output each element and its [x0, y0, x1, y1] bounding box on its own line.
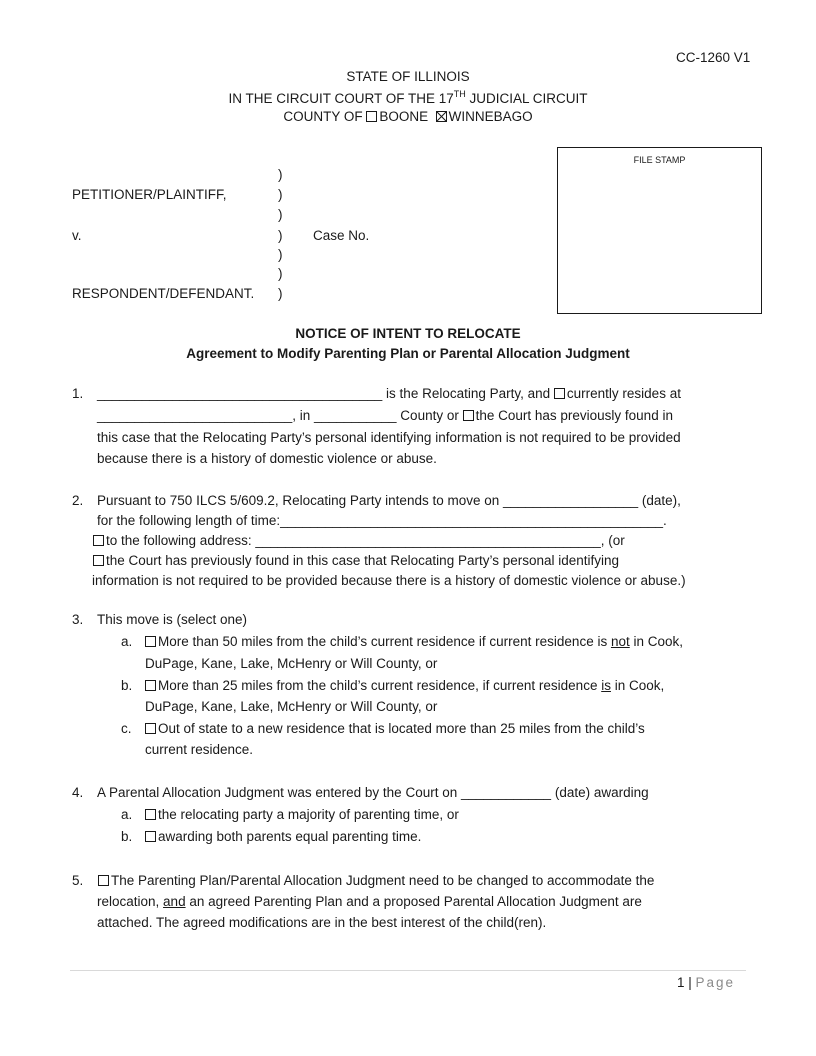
versus-label: v. [72, 228, 82, 243]
item-5-number: 5. [72, 873, 84, 888]
item-3b-text: More than 25 miles from the child’s current residence, if current residence [158, 678, 602, 693]
file-stamp-box [557, 147, 762, 314]
notice-title: NOTICE OF INTENT TO RELOCATE [295, 326, 521, 341]
item-2-text: the Court has previously found in this case that Relocating Party’s personal identifying [106, 553, 620, 568]
item-3-number: 3. [72, 612, 84, 627]
item-4b-line [145, 829, 421, 844]
court-found-address-checkbox[interactable] [93, 555, 104, 566]
out-of-state-checkbox[interactable] [145, 723, 156, 734]
item-3c-line-1 [145, 721, 645, 736]
item-1-line-3: this case that the Relocating Party’s personal identifying information is not required to be provided [97, 430, 681, 445]
county-line [0, 109, 816, 124]
item-4-number: 4. [72, 785, 84, 800]
item-4-lead: A Parental Allocation Judgment was entered by the Court on ____________ (date) awarding [97, 785, 649, 800]
page-number: 1 [677, 975, 685, 990]
address-checkbox[interactable] [93, 535, 104, 546]
caption-paren: ) [278, 187, 283, 202]
equal-parenting-time-checkbox[interactable] [145, 831, 156, 842]
item-5-line-3: attached. The agreed modifications are in the best interest of the child(ren). [97, 915, 547, 930]
form-code: CC-1260 V1 [676, 50, 751, 65]
item-1-number: 1. [72, 386, 84, 401]
item-1-text: ______________________________________ is the Relocating Party, and [97, 386, 554, 401]
page-footer [677, 975, 735, 990]
majority-parenting-time-checkbox[interactable] [145, 809, 156, 820]
item-3-lead: This move is (select one) [97, 612, 248, 627]
item-2-line-2: for the following length of time:___________________________________________________. [97, 513, 667, 528]
item-3b-line-2: DuPage, Kane, Lake, McHenry or Will County, or [145, 699, 438, 714]
page-word: Page [695, 975, 736, 990]
plan-change-checkbox[interactable] [98, 875, 109, 886]
petitioner-label: PETITIONER/PLAINTIFF, [72, 187, 227, 202]
county-label: COUNTY OF [283, 109, 367, 124]
caption-paren: ) [278, 266, 283, 281]
item-3a-line-1 [145, 634, 683, 649]
page-separator: | [684, 975, 696, 990]
item-4a-text: the relocating party a majority of parenting time, or [158, 807, 459, 822]
item-1-text: __________________________, in ___________ County or [97, 408, 463, 423]
item-4b-label: b. [121, 829, 133, 844]
court-heading-sup: TH [453, 89, 466, 99]
county-winnebago-label: WINNEBAGO [448, 109, 533, 124]
item-3b-text: in Cook, [610, 678, 665, 693]
item-5-line-2 [97, 894, 642, 909]
item-2-text: to the following address: ______________________________________________, (or [106, 533, 625, 548]
state-heading: STATE OF ILLINOIS [346, 69, 470, 84]
county-boone-label: BOONE [379, 109, 429, 124]
item-4b-text: awarding both parents equal parenting time. [158, 829, 422, 844]
item-1-text: currently resides at [566, 386, 681, 401]
caption-paren: ) [278, 207, 283, 222]
item-4a-label: a. [121, 807, 133, 822]
court-heading-suffix: JUDICIAL CIRCUIT [465, 91, 588, 106]
item-3a-text: in Cook, [629, 634, 684, 649]
item-2-line-3 [93, 533, 625, 548]
notice-subtitle: Agreement to Modify Parenting Plan or Parental Allocation Judgment [186, 346, 630, 361]
item-1-line-1 [97, 386, 681, 401]
caption-paren: ) [278, 286, 283, 301]
item-3c-line-2: current residence. [145, 742, 254, 757]
respondent-label: RESPONDENT/DEFENDANT. [72, 286, 255, 301]
item-5-emphasis: and [163, 894, 186, 909]
item-3c-label: c. [121, 721, 132, 736]
footer-divider [70, 970, 746, 971]
caption-paren: ) [278, 228, 283, 243]
item-1-line-2 [97, 408, 673, 423]
caption-paren: ) [278, 167, 283, 182]
more-than-50-miles-checkbox[interactable] [145, 636, 156, 647]
caption-paren: ) [278, 247, 283, 262]
court-heading [0, 89, 816, 106]
item-1-line-4: because there is a history of domestic violence or abuse. [97, 451, 437, 466]
item-2-line-4 [93, 553, 619, 568]
item-5-text: relocation, [97, 894, 164, 909]
item-3a-emphasis: not [610, 634, 630, 649]
item-3b-emphasis: is [601, 678, 611, 693]
court-found-checkbox[interactable] [463, 410, 474, 421]
item-1-text: the Court has previously found in [475, 408, 673, 423]
file-stamp-label: FILE STAMP [633, 155, 686, 165]
item-3b-line-1 [145, 678, 664, 693]
item-3a-label: a. [121, 634, 133, 649]
item-3c-text: Out of state to a new residence that is located more than 25 miles from the child’s [158, 721, 645, 736]
item-5-text: The Parenting Plan/Parental Allocation Judgment need to be changed to accommodate the [111, 873, 655, 888]
more-than-25-miles-checkbox[interactable] [145, 680, 156, 691]
item-2-line-5: information is not required to be provided because there is a history of domestic violence or abuse.) [92, 573, 686, 588]
item-3b-label: b. [121, 678, 133, 693]
item-2-number: 2. [72, 493, 84, 508]
court-heading-prefix: IN THE CIRCUIT COURT OF THE 17 [228, 91, 454, 106]
item-4a-line [145, 807, 459, 822]
item-5-line-1 [98, 873, 654, 888]
item-5-text: an agreed Parenting Plan and a proposed Parental Allocation Judgment are [185, 894, 642, 909]
item-2-line-1: Pursuant to 750 ILCS 5/609.2, Relocating Party intends to move on __________________ (date), [97, 493, 681, 508]
item-3a-line-2: DuPage, Kane, Lake, McHenry or Will County, or [145, 656, 438, 671]
item-3a-text: More than 50 miles from the child’s current residence if current residence is [158, 634, 611, 649]
case-number-label: Case No. [313, 228, 370, 243]
currently-resides-checkbox[interactable] [554, 388, 565, 399]
county-winnebago-checkbox[interactable] [436, 111, 447, 122]
county-boone-checkbox[interactable] [366, 111, 377, 122]
